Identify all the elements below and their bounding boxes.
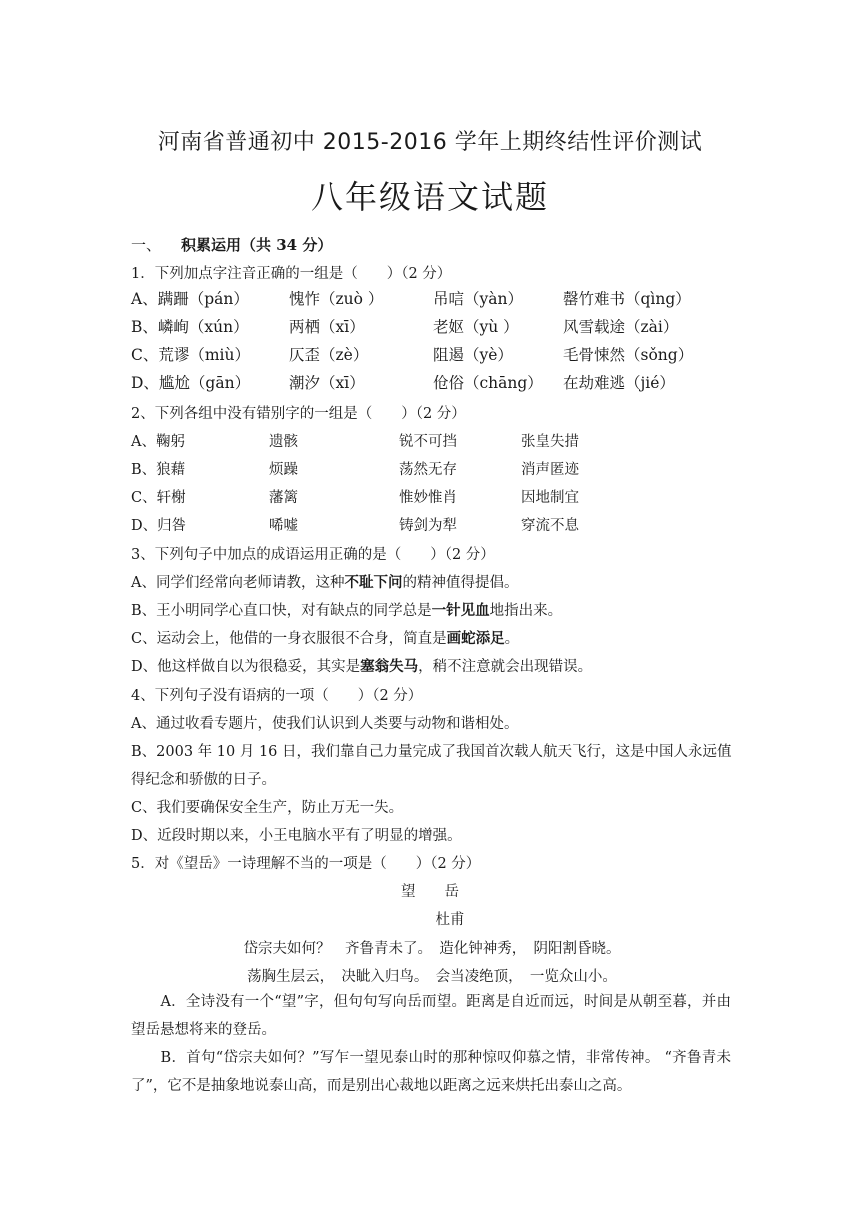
option-item: D、尴尬（gān）	[131, 374, 251, 392]
exam-header-title: 河南省普通初中 2015-2016 学年上期终结性评价测试	[157, 130, 703, 155]
option-item: 铸剑为犁	[399, 518, 457, 534]
poem-title: 望 岳	[401, 884, 459, 900]
poem-author: 杜甫	[435, 912, 465, 928]
option-item: 在劫难逃（jié）	[563, 374, 675, 392]
option-item: 风雪载途（zài）	[563, 318, 679, 336]
option-item: 吊唁（yàn）	[433, 290, 523, 308]
option-item: 藩篱	[269, 490, 298, 506]
option-item: A、蹒跚（pán）	[131, 290, 249, 308]
option-item: B、狼藉	[131, 462, 186, 478]
option-item: D、归咎	[131, 518, 187, 534]
option-item: 穿流不息	[521, 518, 579, 534]
option-item: A、鞠躬	[131, 434, 185, 450]
option-item: 毛骨悚然（sǒng）	[563, 346, 694, 364]
option-item: 荡然无存	[399, 462, 457, 478]
option-item: 老妪（yù ）	[433, 318, 519, 336]
option-item: C、轩榭	[131, 490, 186, 506]
question-3-option-a	[131, 571, 731, 592]
question-3-option-d	[131, 655, 731, 676]
option-text: 。	[504, 631, 520, 647]
option-text: ，稍不注意就会出现错误。	[418, 659, 593, 675]
question-3-option-c	[131, 627, 731, 648]
option-item: 锐不可挡	[399, 434, 457, 450]
option-text: D、他这样做自以为很稳妥，其实是	[131, 659, 361, 675]
option-item: 伧俗（chāng）	[433, 374, 543, 392]
question-2-stem: 2、下列各组中没有错别字的一组是（ ）（2 分）	[131, 406, 466, 422]
question-4-stem: 4、下列句子没有语病的一项（ ）（2 分）	[131, 688, 423, 704]
question-4-option-a: A、通过收看专题片，使我们认识到人类要与动物和谐相处。	[131, 716, 519, 732]
idiom: 不耻下问	[344, 574, 403, 591]
question-3-stem: 3、下列句子中加点的成语运用正确的是（ ）（2 分）	[131, 547, 495, 563]
question-4-option-c: C、我们要确保安全生产，防止万无一失。	[131, 800, 404, 816]
option-item: 遗骸	[269, 434, 298, 450]
option-item: 惟妙惟肖	[399, 490, 457, 506]
option-text: 地指出来。	[489, 603, 563, 619]
option-item: 罄竹难书（qìng）	[563, 290, 691, 308]
question-1-stem: 1．下列加点字注音正确的一组是（ ）（2 分）	[131, 266, 452, 282]
option-item: 阻遏（yè）	[433, 346, 513, 364]
option-item: 仄歪（zè）	[289, 346, 369, 364]
question-3-option-b	[131, 599, 731, 620]
question-5-option-a: A．全诗没有一个“望”字，但句句写向岳而望。距离是自近而远，时间是从朝至暮，并由望岳悬想将来的登岳。	[131, 994, 731, 1038]
question-4-option-b-cont: 得纪念和骄傲的日子。	[131, 772, 276, 788]
option-item: 潮汐（xī）	[289, 374, 365, 392]
option-item: 消声匿迹	[521, 462, 579, 478]
question-5-stem: 5．对《望岳》一诗理解不当的一项是（ ）（2 分）	[131, 856, 481, 872]
option-text: 的精神值得提倡。	[402, 575, 519, 591]
option-item: 愧怍（zuò ）	[289, 290, 384, 308]
poem-line-2: 荡胸生层云， 决眦入归鸟。 会当凌绝顶， 一览众山小。	[247, 969, 617, 985]
option-item: 两栖（xī）	[289, 318, 365, 336]
option-text: A、同学们经常向老师请教，这种	[131, 575, 345, 591]
section-1-heading	[131, 234, 731, 255]
option-text: C、运动会上，他借的一身衣服很不合身，简直是	[131, 631, 447, 647]
question-5-option-b: B．首句“岱宗夫如何？”写乍一望见泰山时的那种惊叹仰慕之情，非常传神。 “齐鲁青未了”，它不是抽象地说泰山高，而是别出心裁地以距离之远来烘托出泰山之高。	[131, 1050, 731, 1094]
option-text: B、王小明同学心直口快，对有缺点的同学总是	[131, 603, 432, 619]
question-4-option-d: D、近段时期以来，小王电脑水平有了明显的增强。	[131, 828, 462, 844]
section-number: 一、	[131, 236, 162, 254]
poem-line-1: 岱宗夫如何？ 齐鲁青未了。 造化钟神秀， 阴阳割昏晓。	[243, 941, 621, 957]
option-item: 因地制宜	[521, 490, 579, 506]
option-item: 唏嘘	[269, 518, 298, 534]
idiom: 塞翁失马	[360, 658, 419, 675]
option-item: C、荒谬（miù）	[131, 346, 250, 364]
option-item: 烦躁	[269, 462, 298, 478]
idiom: 一针见血	[431, 602, 490, 619]
option-item: 张皇失措	[521, 434, 579, 450]
idiom: 画蛇添足	[446, 630, 505, 647]
option-item: B、嶙峋（xún）	[131, 318, 249, 336]
exam-subject-title: 八年级语文试题	[310, 178, 549, 216]
question-4-option-b: B、2003 年 10 月 16 日，我们靠自己力量完成了我国首次载人航天飞行，这是中国人永远值	[131, 744, 732, 760]
section-title: 积累运用（共 34 分）	[181, 236, 333, 254]
